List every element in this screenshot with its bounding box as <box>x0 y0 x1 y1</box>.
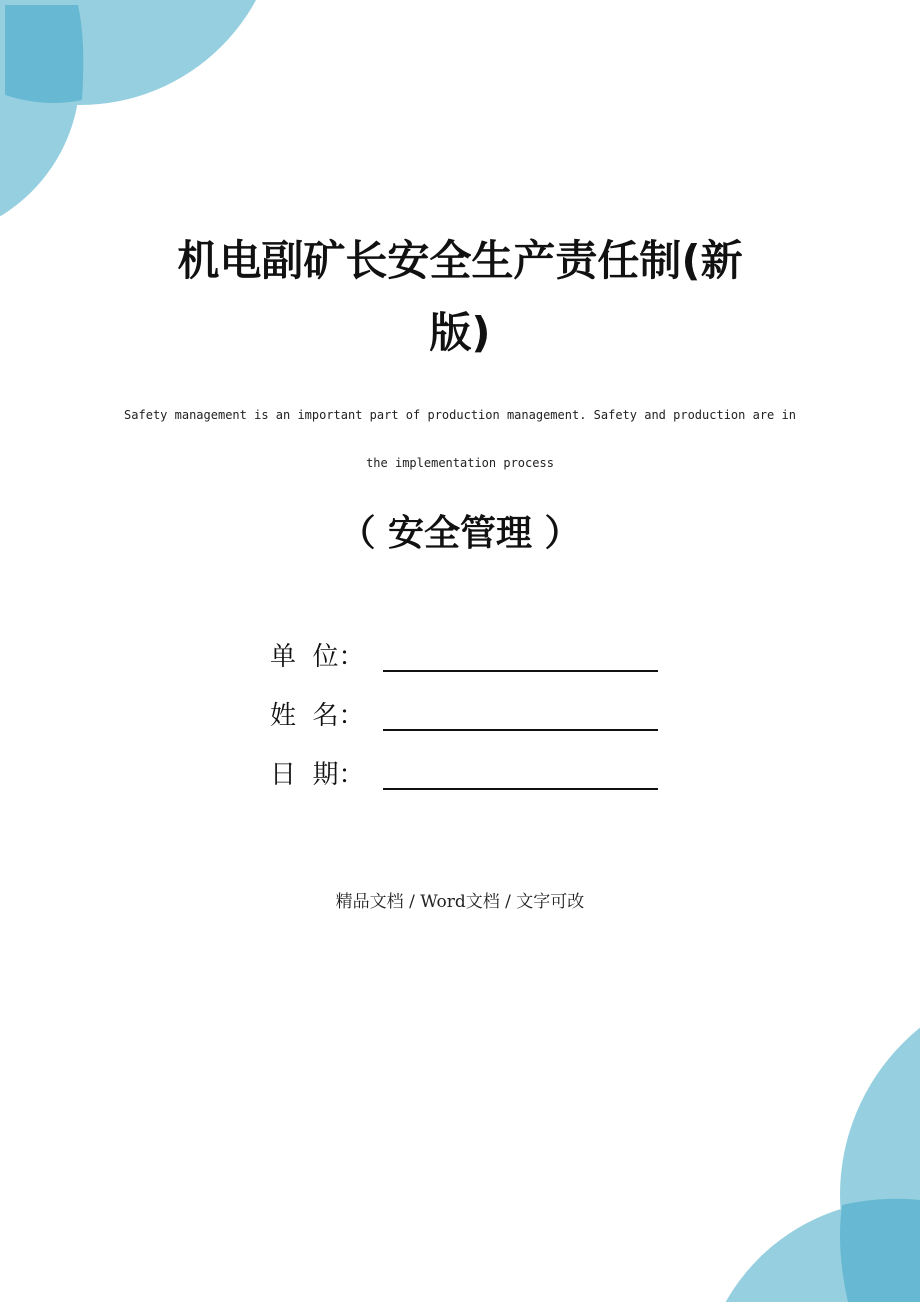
unit-underline[interactable] <box>383 670 658 672</box>
document-title-line-2: 版) <box>429 308 491 357</box>
date-label: 日 期： <box>270 760 365 790</box>
date-field <box>270 758 670 794</box>
category-label: （ 安全管理 ） <box>339 513 581 554</box>
date-underline[interactable] <box>383 788 658 790</box>
document-title-line-1: 机电副矿长安全生产责任制(新 <box>177 236 743 285</box>
top-left-overlap-shape <box>5 5 83 103</box>
subtitle-line-2: the implementation process <box>366 456 554 470</box>
bottom-right-overlap-shape <box>840 1199 920 1302</box>
name-field <box>270 699 670 735</box>
subtitle-line-1: Safety management is an important part of production management. Safety and production are in <box>124 408 796 422</box>
name-label: 姓 名： <box>270 701 365 731</box>
name-underline[interactable] <box>383 729 658 731</box>
unit-label: 单 位： <box>270 642 365 672</box>
unit-field <box>270 640 670 676</box>
footer-note: 精品文档 / Word文档 / 文字可改 <box>335 892 585 912</box>
